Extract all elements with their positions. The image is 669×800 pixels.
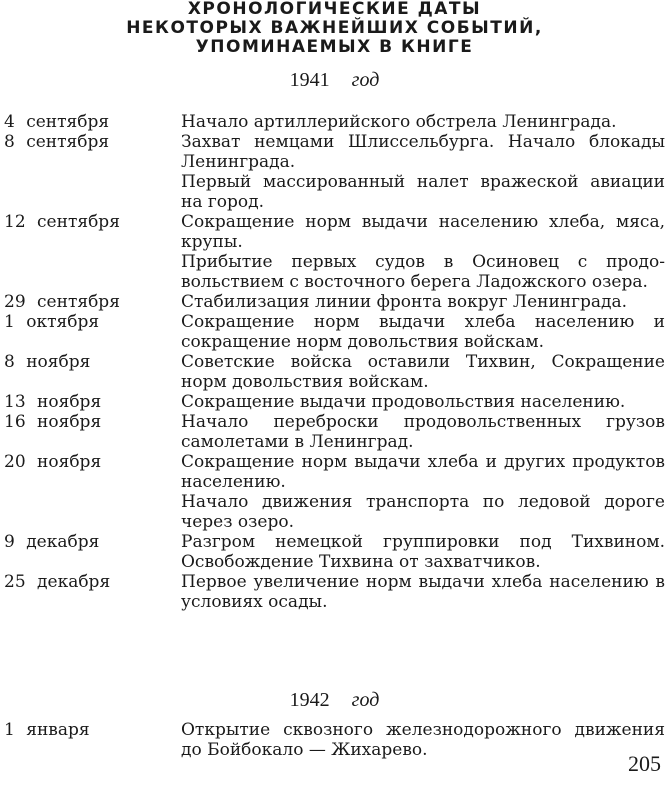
entry-description: Сокращение норм выдачи хлеба населению и сокращение норм довольствия войскам. — [181, 312, 665, 352]
entry-date: 25 декабря — [4, 572, 111, 592]
chronology-entry — [0, 720, 669, 760]
chronology-entry — [0, 292, 669, 312]
title-line: ХРОНОЛОГИЧЕСКИЕ ДАТЫ — [187, 0, 482, 19]
entry-date: 16 ноября — [4, 412, 102, 432]
year-number: 1942 — [289, 689, 330, 711]
entry-date: 12 сентября — [4, 212, 120, 232]
entry-date: 13 ноября — [4, 392, 102, 412]
entry-date: 9 декабря — [4, 532, 100, 552]
chronology-entry — [0, 412, 669, 452]
entry-description: Начало переброски продовольственных грузов самолетами в Ленинград. — [181, 412, 665, 452]
entry-description: Разгром немецкой группировки под Тихвином. Освобождение Тихвина от захватчиков. — [181, 532, 665, 572]
entry-date: 4 сентября — [4, 112, 110, 132]
entry-description: Прибытие первых судов в Осиновец с продовольствием с восточного берега Ладожского озера. — [181, 252, 665, 292]
year-label: год — [351, 69, 380, 91]
entry-description: Стабилизация линии фронта вокруг Ленинграда. — [181, 292, 628, 312]
chronology-entry — [0, 172, 669, 212]
entry-description: Первое увеличение норм выдачи хлеба населению в условиях осады. — [181, 572, 665, 612]
chronology-entry — [0, 392, 669, 412]
year-heading — [0, 688, 669, 712]
chronology-entry — [0, 312, 669, 352]
entry-date: 1 января — [4, 720, 90, 740]
entry-date: 8 ноября — [4, 352, 91, 372]
entry-date: 29 сентября — [4, 292, 120, 312]
chronology-entry — [0, 352, 669, 392]
entry-description: Первый массированный налет вражеской авиации на город. — [181, 172, 665, 212]
entry-description: Советские войска оставили Тихвин, Сокращение норм довольствия войскам. — [181, 352, 665, 392]
entry-description: Начало движения транспорта по ледовой дороге через озеро. — [181, 492, 665, 532]
entry-description: Сокращение норм выдачи хлеба и других продуктов населению. — [181, 452, 665, 492]
chronology-list — [0, 720, 669, 760]
entry-date: 1 октября — [4, 312, 100, 332]
chronology-entry — [0, 452, 669, 492]
year-number: 1941 — [289, 69, 330, 91]
year-label: год — [351, 689, 380, 711]
entry-date: 20 ноября — [4, 452, 102, 472]
chronology-list — [0, 112, 669, 612]
chronology-entry — [0, 252, 669, 292]
chronology-entry — [0, 492, 669, 532]
entry-description: Сокращение норм выдачи населению хлеба, мяса, крупы. — [181, 212, 665, 252]
title-line: НЕКОТОРЫХ ВАЖНЕЙШИХ СОБЫТИЙ, — [126, 18, 543, 38]
entry-description: Открытие сквозного железнодорожного движения до Бойбокало — Жихарево. — [181, 720, 665, 760]
page-number: 205 — [628, 751, 661, 776]
chronology-entry — [0, 212, 669, 252]
entry-description: Начало артиллерийского обстрела Ленинграда. — [181, 112, 617, 132]
entry-description: Захват немцами Шлиссельбурга. Начало блокады Ленинграда. — [181, 132, 665, 172]
entry-date: 8 сентября — [4, 132, 110, 152]
chronology-entry — [0, 132, 669, 172]
page-title — [0, 0, 669, 57]
chronology-entry — [0, 572, 669, 612]
entry-description: Сокращение выдачи продовольствия населению. — [181, 392, 626, 412]
chronology-entry — [0, 532, 669, 572]
chronology-entry — [0, 112, 669, 132]
year-heading — [0, 68, 669, 92]
title-line: УПОМИНАЕМЫХ В КНИГЕ — [195, 37, 474, 57]
